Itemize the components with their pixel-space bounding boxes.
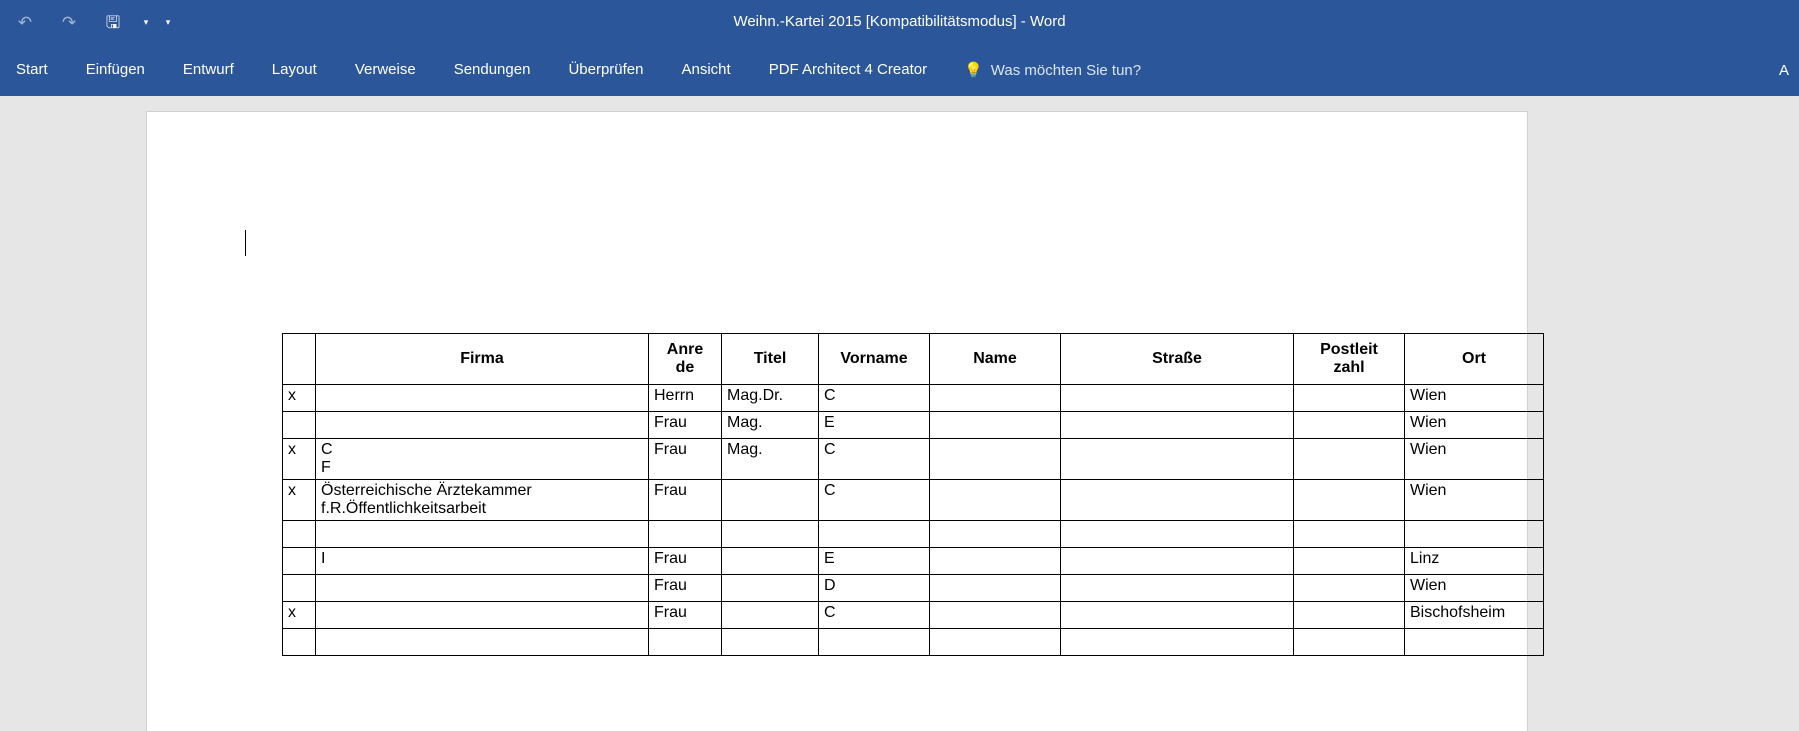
col-header-postleitzahl: Postleit zahl [1294,334,1405,385]
cell-firma[interactable] [316,521,649,548]
cell-postleitzahl[interactable] [1294,439,1405,480]
table-row[interactable] [283,412,1544,439]
lightbulb-icon: 💡 [964,62,983,79]
table-row[interactable] [283,602,1544,629]
cell-titel[interactable] [722,521,819,548]
cell-firma[interactable] [316,385,649,412]
redo-icon[interactable]: ↷ [61,12,77,32]
cell-anrede[interactable]: Frau [649,412,722,439]
col-header-strasse: Straße [1061,334,1294,385]
cell-vorname[interactable] [819,521,930,548]
cell-strasse[interactable] [1061,412,1294,439]
cell-ort[interactable]: Wien [1405,480,1544,521]
cell-titel[interactable] [722,548,819,575]
cell-mark[interactable]: x [283,480,316,521]
cell-vorname[interactable] [819,629,930,656]
cell-strasse[interactable] [1061,575,1294,602]
cell-anrede[interactable]: Frau [649,548,722,575]
cell-vorname[interactable]: C [819,385,930,412]
cell-mark[interactable]: x [283,385,316,412]
cell-name[interactable] [930,629,1061,656]
contacts-table[interactable] [282,333,1544,656]
table-row[interactable] [283,548,1544,575]
table-row[interactable] [283,629,1544,656]
tell-me-box[interactable] [946,44,1159,96]
cell-anrede[interactable]: Frau [649,439,722,480]
cell-mark[interactable] [283,548,316,575]
cell-firma[interactable] [316,629,649,656]
document-page[interactable] [147,112,1527,731]
contacts-table-body [283,385,1544,656]
cell-strasse[interactable] [1061,385,1294,412]
cell-firma[interactable]: C F [316,439,649,480]
document-area[interactable] [0,96,1799,731]
cell-anrede[interactable] [649,629,722,656]
cell-ort[interactable]: Wien [1405,439,1544,480]
cell-titel[interactable] [722,629,819,656]
col-header-mark [283,334,316,385]
cell-strasse[interactable] [1061,439,1294,480]
tab-ansicht[interactable]: Ansicht [681,61,731,78]
cell-ort[interactable]: Wien [1405,385,1544,412]
cell-firma[interactable] [316,575,649,602]
cell-postleitzahl[interactable] [1294,480,1405,521]
cell-ort[interactable]: Wien [1405,412,1544,439]
tab-pdf-architect-4-creator[interactable]: PDF Architect 4 Creator [768,61,928,78]
cell-anrede[interactable]: Herrn [649,385,722,412]
tab-entwurf[interactable]: Entwurf [182,61,234,78]
col-header-anrede: Anre de [649,334,722,385]
tab-sendungen[interactable]: Sendungen [453,61,531,78]
cell-strasse[interactable] [1061,629,1294,656]
tab-layout[interactable]: Layout [271,61,317,78]
cell-vorname[interactable]: C [819,439,930,480]
cell-postleitzahl[interactable] [1294,629,1405,656]
cell-firma[interactable] [316,412,649,439]
cell-name[interactable] [930,480,1061,521]
cell-vorname[interactable]: C [819,602,930,629]
cell-postleitzahl[interactable] [1294,521,1405,548]
cell-postleitzahl[interactable] [1294,602,1405,629]
cell-name[interactable] [930,412,1061,439]
cell-anrede[interactable]: Frau [649,602,722,629]
customize-quick-access-icon[interactable]: ▾ [165,16,171,27]
cell-anrede[interactable]: Frau [649,480,722,521]
save-icon[interactable]: 🖫 [105,12,121,32]
cell-name[interactable] [930,521,1061,548]
cell-mark[interactable] [283,412,316,439]
ribbon-right-edge-label: A [1778,61,1789,79]
cell-strasse[interactable] [1061,602,1294,629]
cell-vorname[interactable]: D [819,575,930,602]
cell-ort[interactable]: Wien [1405,575,1544,602]
table-row[interactable] [283,385,1544,412]
tab-ueberpruefen[interactable]: Überprüfen [568,61,644,78]
text-caret [245,230,246,256]
ribbon-tab-strip [0,44,1799,96]
col-header-firma: Firma [316,334,649,385]
cell-mark[interactable] [283,575,316,602]
cell-name[interactable] [930,602,1061,629]
contacts-table-wrap [282,333,1506,656]
cell-firma[interactable]: I [316,548,649,575]
cell-ort[interactable]: Linz [1405,548,1544,575]
cell-mark[interactable] [283,521,316,548]
table-row[interactable] [283,575,1544,602]
window-title: Weihn.-Kartei 2015 [Kompatibilitätsmodus] - Word [733,13,1066,30]
cell-mark[interactable] [283,629,316,656]
tab-einfuegen[interactable]: Einfügen [85,61,145,78]
tell-me-label: Was möchten Sie tun? [990,61,1142,79]
cell-ort[interactable] [1405,521,1544,548]
cell-anrede[interactable] [649,521,722,548]
cell-vorname[interactable]: E [819,412,930,439]
cell-titel[interactable]: Mag. [722,439,819,480]
cell-titel[interactable] [722,575,819,602]
cell-vorname[interactable]: E [819,548,930,575]
cell-name[interactable] [930,385,1061,412]
table-row[interactable] [283,480,1544,521]
title-bar [0,0,1799,44]
cell-titel[interactable]: Mag.Dr. [722,385,819,412]
col-header-vorname: Vorname [819,334,930,385]
cell-firma[interactable]: Österreichische Ärztekammer f.R.Öffentlichkeitsarbeit [316,480,649,521]
table-header-row [283,334,1544,385]
undo-icon[interactable]: ↶ [17,12,33,32]
cell-strasse[interactable] [1061,521,1294,548]
cell-postleitzahl[interactable] [1294,385,1405,412]
cell-titel[interactable]: Mag. [722,412,819,439]
cell-ort[interactable] [1405,629,1544,656]
tab-start[interactable]: Start [16,61,48,78]
cell-name[interactable] [930,439,1061,480]
cell-titel[interactable] [722,602,819,629]
cell-anrede[interactable]: Frau [649,575,722,602]
cell-titel[interactable] [722,480,819,521]
cell-strasse[interactable] [1061,480,1294,521]
col-header-name: Name [930,334,1061,385]
table-row[interactable] [283,521,1544,548]
cell-name[interactable] [930,548,1061,575]
cell-postleitzahl[interactable] [1294,575,1405,602]
table-row[interactable] [283,439,1544,480]
col-header-titel: Titel [722,334,819,385]
cell-postleitzahl[interactable] [1294,412,1405,439]
tab-verweise[interactable]: Verweise [354,61,416,78]
cell-ort[interactable]: Bischofsheim [1405,602,1544,629]
cell-strasse[interactable] [1061,548,1294,575]
col-header-ort: Ort [1405,334,1544,385]
cell-vorname[interactable]: C [819,480,930,521]
cell-mark[interactable]: x [283,602,316,629]
cell-mark[interactable]: x [283,439,316,480]
chevron-down-icon[interactable]: ▾ [143,16,149,27]
cell-name[interactable] [930,575,1061,602]
cell-firma[interactable] [316,602,649,629]
cell-postleitzahl[interactable] [1294,548,1405,575]
